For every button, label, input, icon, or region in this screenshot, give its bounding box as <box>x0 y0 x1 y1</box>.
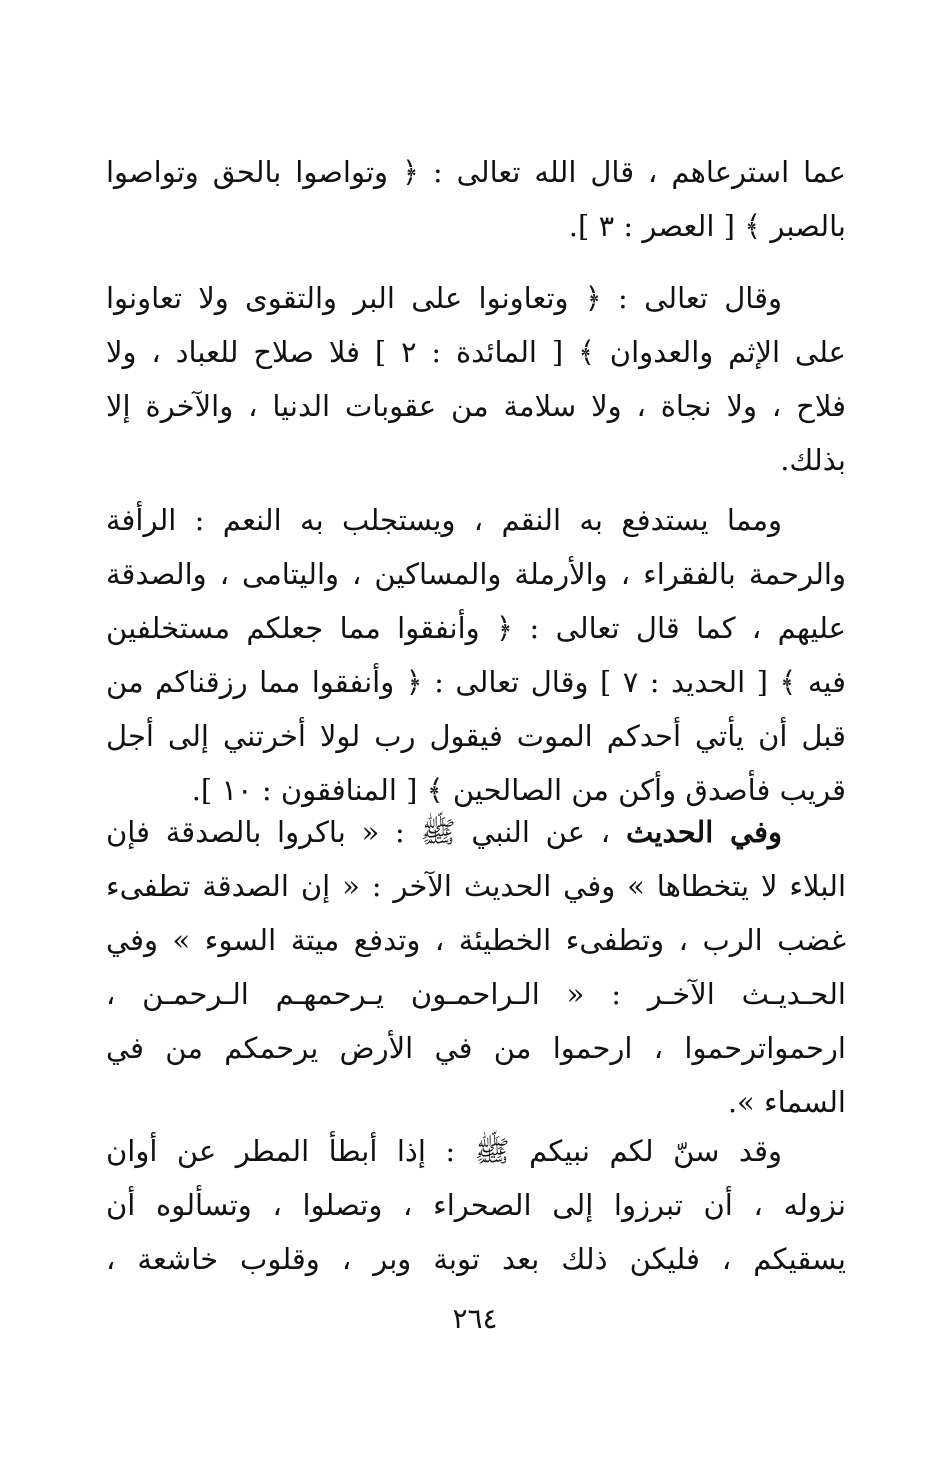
text-line: غضب الرب ، وتطفىء الخطيئة ، وتدفع ميتة السوء » وفي <box>106 923 846 957</box>
text-line: نزوله ، أن تبرزوا إلى الصحراء ، وتصلوا ، وتسألوه أن <box>106 1188 846 1222</box>
text-line: على الإثم والعدوان ﴾ [ المائدة : ٢ ] فلا صلاح للعباد ، ولا <box>106 335 846 369</box>
text-line: فيه ﴾ [ الحديد : ٧ ] وقال تعالى : ﴿ وأنفقوا مما رزقناكم من <box>106 665 846 699</box>
paragraph-5 <box>106 1124 846 1286</box>
text-line: ومما يستدفع به النقم ، ويستجلب به النعم : الرأفة <box>106 503 782 537</box>
text-line: يسقيكم ، فليكن ذلك بعد توبة وبر ، وقلوب خاشعة ، <box>106 1242 846 1276</box>
text-line: فلاح ، ولا نجاة ، ولا سلامة من عقوبات الدنيا ، والآخرة إلا <box>106 389 846 423</box>
text-line: عما استرعاهم ، قال الله تعالى : ﴿ وتواصوا بالحق وتواصوا <box>106 155 846 189</box>
text-line <box>106 805 846 859</box>
page-number: ٢٦٤ <box>452 1302 498 1335</box>
bold-lead-text: وفي الحديث <box>625 815 782 849</box>
paragraph-2 <box>106 271 846 487</box>
text-line: وقال تعالى : ﴿ وتعاونوا على البر والتقوى ولا تعاونوا <box>106 281 782 315</box>
text-line: قريب فأصدق وأكن من الصالحين ﴾ [ المنافقون : ١٠ ]. <box>191 773 846 807</box>
text-line: الحـديـث الآخـر : « الـراحمـون يـرحمهـم الـرحمـن ، <box>106 977 846 1011</box>
text-line: السماء ». <box>727 1085 846 1119</box>
text-line: والرحمة بالفقراء ، والأرملة والمساكين ، واليتامى ، والصدقة <box>106 557 846 591</box>
text-line: ارحمواترحموا ، ارحموا من في الأرض يرحمكم من في <box>106 1031 846 1065</box>
text-line-rest: ، عن النبي ﷺ : « باكروا بالصدقة فإن <box>106 815 611 849</box>
paragraph-1 <box>106 145 846 253</box>
text-line: البلاء لا يتخطاها » وفي الحديث الآخر : « إن الصدقة تطفىء <box>106 869 846 903</box>
text-line: بذلك. <box>780 443 846 477</box>
text-line: بالصبر ﴾ [ العصر : ٣ ]. <box>568 209 846 243</box>
text-line: قبل أن يأتي أحدكم الموت فيقول رب لولا أخرتني إلى أجل <box>106 719 846 753</box>
text-line: عليهم ، كما قال تعالى : ﴿ وأنفقوا مما جعلكم مستخلفين <box>106 611 846 645</box>
paragraph-3 <box>106 493 846 817</box>
paragraph-4 <box>106 805 846 1129</box>
text-line: وقد سنّ لكم نبيكم ﷺ : إذا أبطأ المطر عن أوان <box>106 1134 782 1168</box>
